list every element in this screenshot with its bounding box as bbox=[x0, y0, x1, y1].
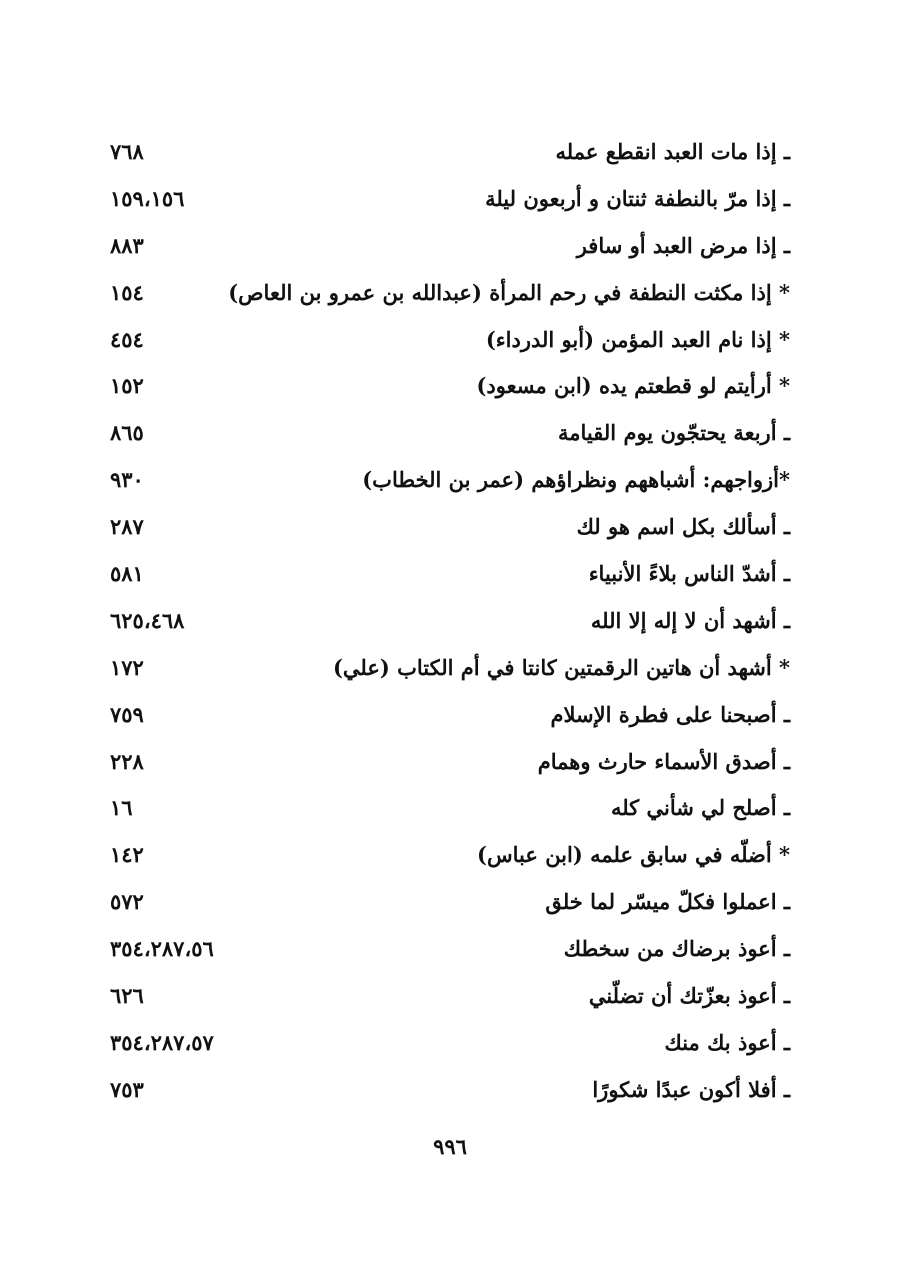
entry-text: ـ أسألك بكل اسم هو لك bbox=[576, 514, 790, 540]
entry-text: ـ أصدق الأسماء حارث وهمام bbox=[537, 748, 790, 774]
entry-text: ـ إذا مات العبد انقطع عمله bbox=[555, 138, 790, 164]
index-entry bbox=[110, 503, 790, 550]
index-entry bbox=[110, 738, 790, 785]
index-entry bbox=[110, 691, 790, 738]
entry-pages: ٧٥٣ bbox=[110, 1076, 144, 1102]
entry-pages: ١٥٤ bbox=[110, 279, 144, 305]
entry-text: ـ أربعة يحتجّون يوم القيامة bbox=[558, 420, 790, 446]
index-entry bbox=[110, 222, 790, 269]
entry-text: ـ أفلا أكون عبدًا شكورًا bbox=[592, 1076, 790, 1102]
entry-pages: ١٥٢ bbox=[110, 373, 144, 399]
index-entry bbox=[110, 1066, 790, 1113]
index-entry bbox=[110, 269, 790, 316]
entry-text: ـ أعوذ بك منك bbox=[664, 1029, 790, 1055]
entry-pages: ٦٢٥،٤٦٨ bbox=[110, 607, 185, 633]
index-entry bbox=[110, 878, 790, 925]
entry-text: * أضلّه في سابق علمه (ابن عباس) bbox=[477, 842, 790, 868]
entry-text: *أزواجهم: أشباههم ونظراؤهم (عمر بن الخطاب) bbox=[362, 467, 790, 493]
entry-text: ـ أعوذ برضاك من سخطك bbox=[563, 936, 790, 962]
entry-text: * أشهد أن هاتين الرقمتين كانتا في أم الكتاب (علي) bbox=[332, 654, 790, 680]
entry-pages: ٧٦٨ bbox=[110, 138, 144, 164]
index-entry bbox=[110, 1019, 790, 1066]
page-number: ٩٩٦ bbox=[433, 1134, 467, 1159]
entry-pages: ١٦ bbox=[110, 795, 133, 821]
entry-text: ـ اعملوا فكلّ ميسّر لما خلق bbox=[545, 889, 790, 915]
index-entry bbox=[110, 925, 790, 972]
index-entry bbox=[110, 972, 790, 1019]
entry-pages: ٦٢٦ bbox=[110, 982, 144, 1008]
entry-pages: ٢٨٧ bbox=[110, 514, 144, 540]
index-entry bbox=[110, 316, 790, 363]
entry-pages: ٤٥٤ bbox=[110, 326, 144, 352]
entry-pages: ٨٨٣ bbox=[110, 232, 144, 258]
entry-pages: ٥٧٢ bbox=[110, 889, 144, 915]
entry-pages: ٣٥٤،٢٨٧،٥٦ bbox=[110, 936, 214, 962]
entry-pages: ٢٢٨ bbox=[110, 748, 144, 774]
entry-text: ـ إذا مرّ بالنطفة ثنتان و أربعون ليلة bbox=[485, 185, 790, 211]
entry-text: * إذا مكثت النطفة في رحم المرأة (عبدالله بن عمرو بن العاص) bbox=[228, 279, 790, 305]
index-entry bbox=[110, 175, 790, 222]
index-entry bbox=[110, 597, 790, 644]
index-entry bbox=[110, 362, 790, 409]
index-entry bbox=[110, 128, 790, 175]
entry-pages: ١٥٩،١٥٦ bbox=[110, 185, 185, 211]
index-entry bbox=[110, 409, 790, 456]
entry-text: ـ أشدّ الناس بلاءً الأنبياء bbox=[588, 560, 790, 586]
entry-pages: ٣٥٤،٢٨٧،٥٧ bbox=[110, 1029, 214, 1055]
entry-text: ـ أصبحنا على فطرة الإسلام bbox=[550, 701, 790, 727]
index-entry bbox=[110, 784, 790, 831]
entry-text: ـ أشهد أن لا إله إلا الله bbox=[590, 607, 790, 633]
entry-pages: ١٧٢ bbox=[110, 654, 144, 680]
entry-pages: ١٤٢ bbox=[110, 842, 144, 868]
index-entry bbox=[110, 644, 790, 691]
entry-text: * أرأيتم لو قطعتم يده (ابن مسعود) bbox=[476, 373, 790, 399]
entry-text: ـ أصلح لي شأني كله bbox=[610, 795, 790, 821]
entry-text: * إذا نام العبد المؤمن (أبو الدرداء) bbox=[485, 326, 790, 352]
hadith-index-list bbox=[110, 128, 790, 1113]
index-entry bbox=[110, 550, 790, 597]
index-entry bbox=[110, 456, 790, 503]
index-entry bbox=[110, 831, 790, 878]
entry-pages: ٩٣٠ bbox=[110, 467, 144, 493]
entry-pages: ٥٨١ bbox=[110, 560, 144, 586]
entry-text: ـ إذا مرض العبد أو سافر bbox=[576, 232, 790, 258]
entry-pages: ٧٥٩ bbox=[110, 701, 144, 727]
entry-text: ـ أعوذ بعزّتك أن تضلّني bbox=[588, 982, 790, 1008]
entry-pages: ٨٦٥ bbox=[110, 420, 144, 446]
